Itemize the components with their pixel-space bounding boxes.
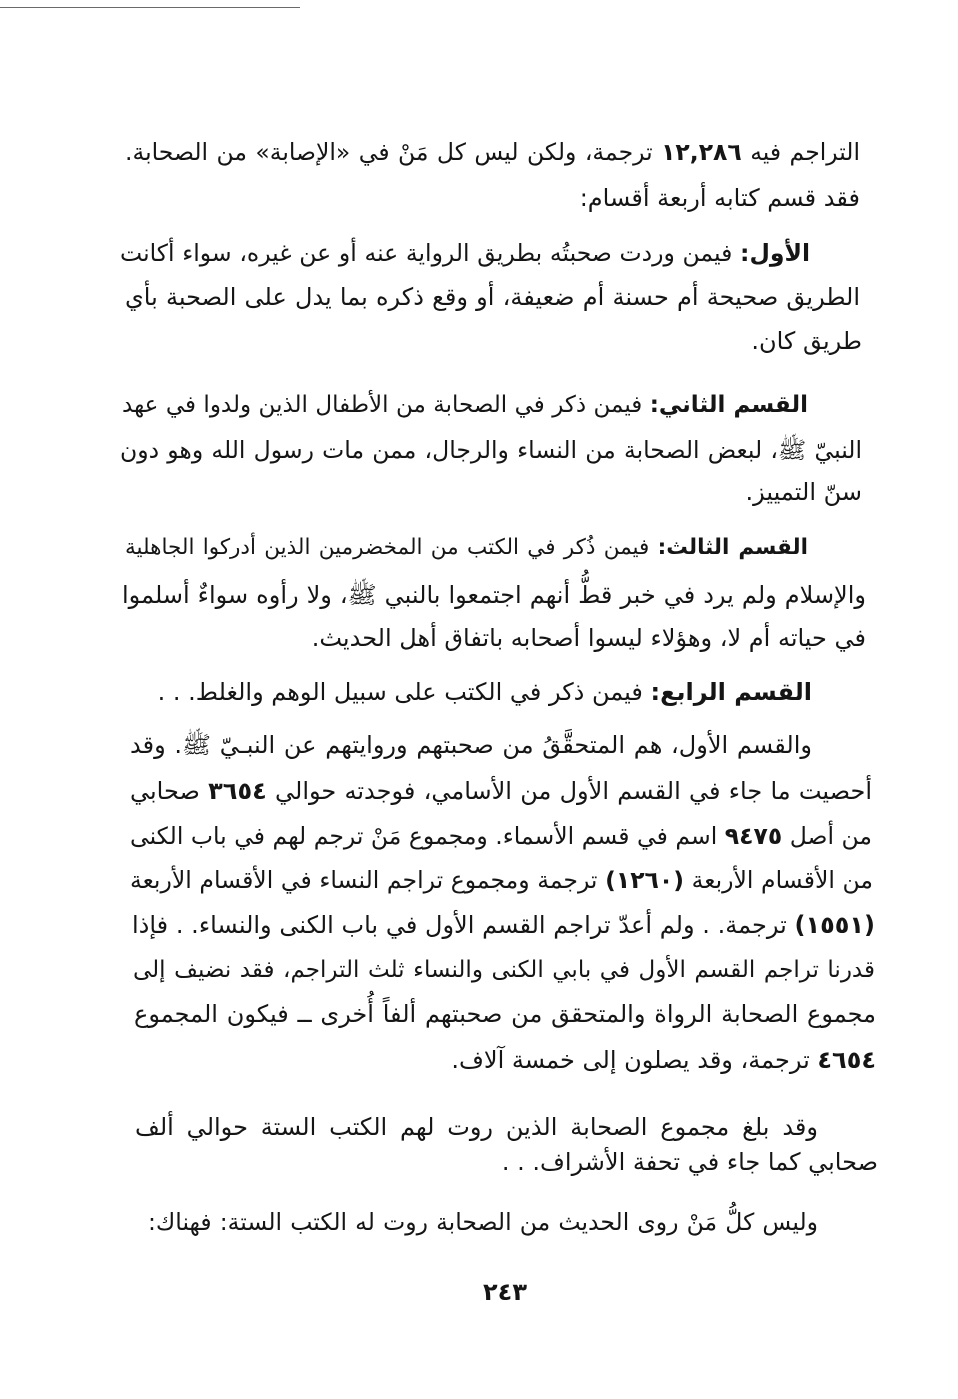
text-segment: فقد قسم كتابه أربعة أقسام: [579, 184, 860, 212]
text-segment: من الأقسام الأربعة [691, 866, 873, 894]
text-line [130, 723, 872, 767]
text-segment: مجموع الصحابة الرواة والمتحقق من صحبتهم ألفاً أُخرى ــ فيكون المجموع [134, 1000, 876, 1028]
text-line [133, 948, 875, 992]
text-line [134, 992, 876, 1036]
number-value: ٤٦٥٤ [817, 1046, 876, 1074]
text-segment: فيمن ذكر في الصحابة من الأطفال الذين ولدوا في عهد [122, 392, 643, 418]
text-line [122, 670, 868, 714]
text-segment: صحابي [130, 777, 200, 805]
section-heading-label: القسم الرابع: [650, 678, 812, 706]
text-segment: ترجمة. . ولم أعدّ تراجم القسم الأول في باب الكنى والنساء. . فإذا [132, 911, 787, 939]
text-line [130, 858, 873, 902]
text-line [122, 383, 862, 427]
section-heading-label: الأول: [740, 239, 810, 267]
text-segment: والقسم الأول، هم المتحقَّقُ من صحبتهم وروايتهم عن النبـيّ ﷺ. وقد [130, 731, 812, 759]
text-line [125, 130, 860, 174]
text-segment: قدرنا تراجم القسم الأول في بابي الكنى والنساء ثلث التراجم، فقد نضيف إلى [133, 957, 875, 983]
text-segment: من أصل [789, 822, 872, 850]
page-number: ٢٤٣ [483, 1278, 527, 1306]
number-value: (١٥٥١) [794, 911, 875, 939]
text-segment: أحصيت ما جاء في القسم الأول من الأسامي، فوجدته حوالي [275, 777, 872, 805]
text-segment: صحابي كما جاء في تحفة الأشراف. . . [501, 1148, 878, 1176]
text-segment: والإسلام ولم يرد في خبر قطُّ أنهم اجتمعوا بالنبي ﷺ، ولا رأوه سواءٌ أسلموا [122, 581, 866, 609]
text-segment: طريق كان. [751, 327, 862, 355]
scan-edge-line [0, 7, 300, 8]
section-heading-label: القسم الثالث: [657, 535, 808, 560]
text-line [130, 769, 872, 813]
text-line [135, 1140, 878, 1184]
text-segment: اسم في قسم الأسماء. ومجموع مَنْ ترجم لهم في باب الكنى [130, 822, 718, 850]
text-line [120, 428, 862, 472]
number-value: ٩٤٧٥ [724, 822, 783, 850]
text-line [125, 526, 866, 570]
text-line [148, 1200, 876, 1244]
text-segment: فيمن ذُكر في الكتب من المخضرمين الذين أدركوا الجاهلية [125, 535, 650, 560]
text-segment: فيمن وردت صحبتُه بطريق الرواية عنه أو عن غيره، سواء أكانت [120, 239, 733, 267]
text-line [132, 903, 875, 947]
text-line [125, 319, 862, 363]
text-line [122, 616, 866, 660]
text-segment: في حياته أم لا، وهؤلاء ليسوا أصحابه باتفاق أهل الحديث. [311, 624, 866, 652]
text-segment: ترجمة، وقد يصلون إلى خمسة آلاف. [451, 1046, 810, 1074]
text-segment: التراجم فيه [750, 138, 860, 166]
text-segment: وقد بلغ مجموع الصحابة الذين روت لهم الكتب الستة حوالي ألف [135, 1113, 818, 1141]
text-segment: النبيّ ﷺ، لبعض الصحابة من النساء والرجال، ممن مات رسول الله وهو دون [120, 436, 862, 464]
text-segment: ترجمة، ولكن ليس كل مَنْ في «الإصابة» من الصحابة. [125, 138, 653, 166]
text-line [134, 1038, 876, 1082]
text-segment: فيمن ذكر في الكتب على سبيل الوهم والغلط. . . [157, 678, 643, 706]
number-value: (١٢٦٠) [605, 866, 684, 894]
number-value: ٣٦٥٤ [208, 777, 267, 805]
text-segment: ترجمة ومجموع تراجم النساء في الأقسام الأربعة [130, 866, 598, 894]
text-line [125, 176, 860, 220]
text-segment: سنّ التمييز. [745, 478, 862, 506]
text-line [125, 275, 860, 319]
text-line [120, 470, 862, 514]
number-value: ١٢,٢٨٦ [661, 138, 742, 166]
text-segment: الطريق صحيحة أم حسنة أم ضعيفة، أو وقع ذكره بما يدل على الصحبة بأي [125, 283, 860, 311]
text-line [122, 573, 866, 617]
section-heading-label: القسم الثاني: [649, 392, 808, 418]
text-line [130, 814, 872, 858]
text-line [120, 231, 860, 275]
text-segment: وليس كلُّ مَنْ روى الحديث من الصحابة روت له الكتب الستة: فهناك: [148, 1208, 818, 1236]
